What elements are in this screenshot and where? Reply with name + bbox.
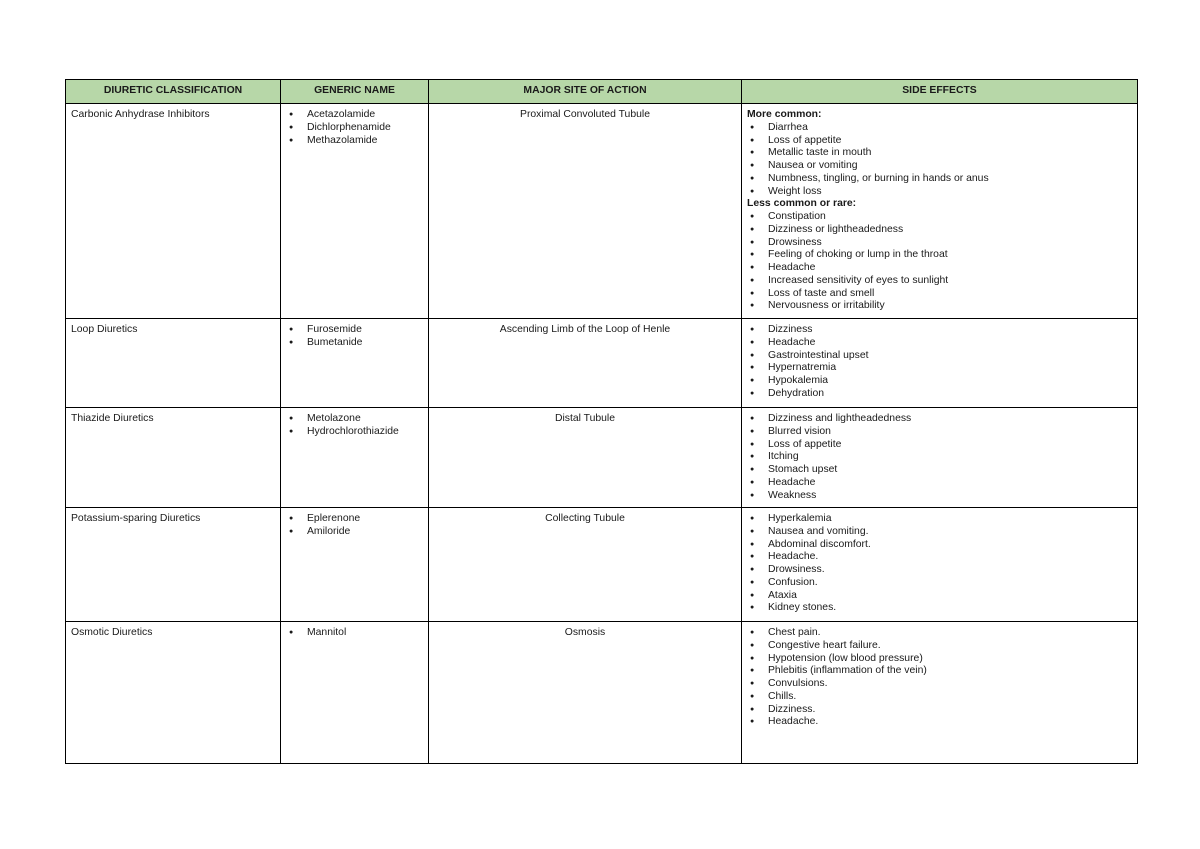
side-effect-item: ● Hypotension (low blood pressure)	[747, 653, 1132, 666]
generic-name-cell	[281, 319, 429, 408]
side-effect-item: ● Numbness, tingling, or burning in hands or anus	[747, 173, 1132, 186]
side-effect-item: ● Nausea or vomiting	[747, 160, 1132, 173]
side-effect-item: ● Feeling of choking or lump in the throat	[747, 249, 1132, 262]
side-effect-item: ● Loss of taste and smell	[747, 288, 1132, 301]
side-effect-item: ● Headache.	[747, 551, 1132, 564]
table-row	[66, 622, 1138, 764]
table-row	[66, 104, 1138, 319]
side-effects-list	[747, 122, 1132, 199]
classification-cell: Thiazide Diuretics	[66, 408, 281, 508]
side-effect-item: ● Dizziness.	[747, 704, 1132, 717]
generic-name-item: ● Metolazone	[286, 413, 423, 426]
side-effect-item: ● Confusion.	[747, 577, 1132, 590]
generic-name-item: ● Dichlorphenamide	[286, 122, 423, 135]
header-classification: DIURETIC CLASSIFICATION	[66, 80, 281, 104]
side-effect-item: ● Headache	[747, 337, 1132, 350]
side-effect-item: ● Nausea and vomiting.	[747, 526, 1132, 539]
side-effect-item: ● Gastrointestinal upset	[747, 350, 1132, 363]
generic-name-cell	[281, 408, 429, 508]
side-effect-item: ● Headache	[747, 477, 1132, 490]
side-effects-list	[747, 413, 1132, 502]
side-effect-item: ● Loss of appetite	[747, 439, 1132, 452]
side-effect-item: ● Blurred vision	[747, 426, 1132, 439]
side-effect-item: ● Chest pain.	[747, 627, 1132, 640]
classification-cell: Carbonic Anhydrase Inhibitors	[66, 104, 281, 319]
side-effects-heading: Less common or rare:	[747, 198, 857, 210]
side-effect-item: ● Drowsiness.	[747, 564, 1132, 577]
generic-name-cell	[281, 104, 429, 319]
table-row	[66, 319, 1138, 408]
generic-name-item: ● Amiloride	[286, 526, 423, 539]
classification-cell: Potassium-sparing Diuretics	[66, 508, 281, 622]
generic-name-item: ● Acetazolamide	[286, 109, 423, 122]
side-effect-item: ● Phlebitis (inflammation of the vein)	[747, 665, 1132, 678]
side-effect-item: ● Chills.	[747, 691, 1132, 704]
side-effect-item: ● Diarrhea	[747, 122, 1132, 135]
generic-name-item: ● Furosemide	[286, 324, 423, 337]
side-effect-item: ● Drowsiness	[747, 237, 1132, 250]
generic-name-cell	[281, 622, 429, 764]
diuretic-table	[65, 79, 1138, 764]
side-effect-item: ● Convulsions.	[747, 678, 1132, 691]
header-generic-name: GENERIC NAME	[281, 80, 429, 104]
table-header	[66, 80, 1138, 104]
header-row	[66, 80, 1138, 104]
site-of-action-cell: Proximal Convoluted Tubule	[429, 104, 742, 319]
side-effects-cell	[742, 319, 1138, 408]
side-effects-cell	[742, 508, 1138, 622]
generic-name-list	[286, 109, 423, 147]
header-side-effects: SIDE EFFECTS	[742, 80, 1138, 104]
side-effect-item: ● Abdominal discomfort.	[747, 539, 1132, 552]
side-effects-heading: More common:	[747, 109, 822, 120]
site-of-action-cell: Ascending Limb of the Loop of Henle	[429, 319, 742, 408]
table-row	[66, 508, 1138, 622]
side-effects-list	[747, 513, 1132, 615]
side-effect-item: ● Hyperkalemia	[747, 513, 1132, 526]
generic-name-list	[286, 627, 423, 640]
classification-cell: Osmotic Diuretics	[66, 622, 281, 764]
side-effect-item: ● Headache.	[747, 716, 1132, 729]
side-effect-item: ● Itching	[747, 451, 1132, 464]
side-effect-item: ● Nervousness or irritability	[747, 300, 1132, 313]
side-effect-item: ● Dizziness and lightheadedness	[747, 413, 1132, 426]
side-effect-item: ● Hypokalemia	[747, 375, 1132, 388]
side-effect-item: ● Stomach upset	[747, 464, 1132, 477]
classification-cell: Loop Diuretics	[66, 319, 281, 408]
generic-name-list	[286, 513, 423, 539]
generic-name-item: ● Methazolamide	[286, 135, 423, 148]
site-of-action-cell: Distal Tubule	[429, 408, 742, 508]
table-row	[66, 408, 1138, 508]
side-effect-item: ● Congestive heart failure.	[747, 640, 1132, 653]
side-effect-item: ● Ataxia	[747, 590, 1132, 603]
side-effects-cell	[742, 104, 1138, 319]
generic-name-item: ● Bumetanide	[286, 337, 423, 350]
side-effect-item: ● Dizziness or lightheadedness	[747, 224, 1132, 237]
side-effect-item: ● Hypernatremia	[747, 362, 1132, 375]
side-effects-list	[747, 627, 1132, 729]
site-of-action-cell: Osmosis	[429, 622, 742, 764]
side-effects-cell	[742, 622, 1138, 764]
generic-name-item: ● Mannitol	[286, 627, 423, 640]
side-effect-item: ● Metallic taste in mouth	[747, 147, 1132, 160]
generic-name-item: ● Eplerenone	[286, 513, 423, 526]
side-effect-item: ● Weakness	[747, 490, 1132, 503]
generic-name-cell	[281, 508, 429, 622]
site-of-action-cell: Collecting Tubule	[429, 508, 742, 622]
side-effects-cell	[742, 408, 1138, 508]
side-effect-item: ● Constipation	[747, 211, 1132, 224]
table-body	[66, 104, 1138, 764]
side-effect-item: ● Loss of appetite	[747, 135, 1132, 148]
side-effect-item: ● Kidney stones.	[747, 602, 1132, 615]
side-effect-item: ● Headache	[747, 262, 1132, 275]
generic-name-list	[286, 324, 423, 350]
header-site-of-action: MAJOR SITE OF ACTION	[429, 80, 742, 104]
generic-name-item: ● Hydrochlorothiazide	[286, 426, 423, 439]
side-effects-list	[747, 211, 1132, 313]
side-effect-item: ● Weight loss	[747, 186, 1132, 199]
generic-name-list	[286, 413, 423, 439]
side-effect-item: ● Increased sensitivity of eyes to sunlight	[747, 275, 1132, 288]
side-effects-list	[747, 324, 1132, 401]
side-effect-item: ● Dizziness	[747, 324, 1132, 337]
side-effect-item: ● Dehydration	[747, 388, 1132, 401]
